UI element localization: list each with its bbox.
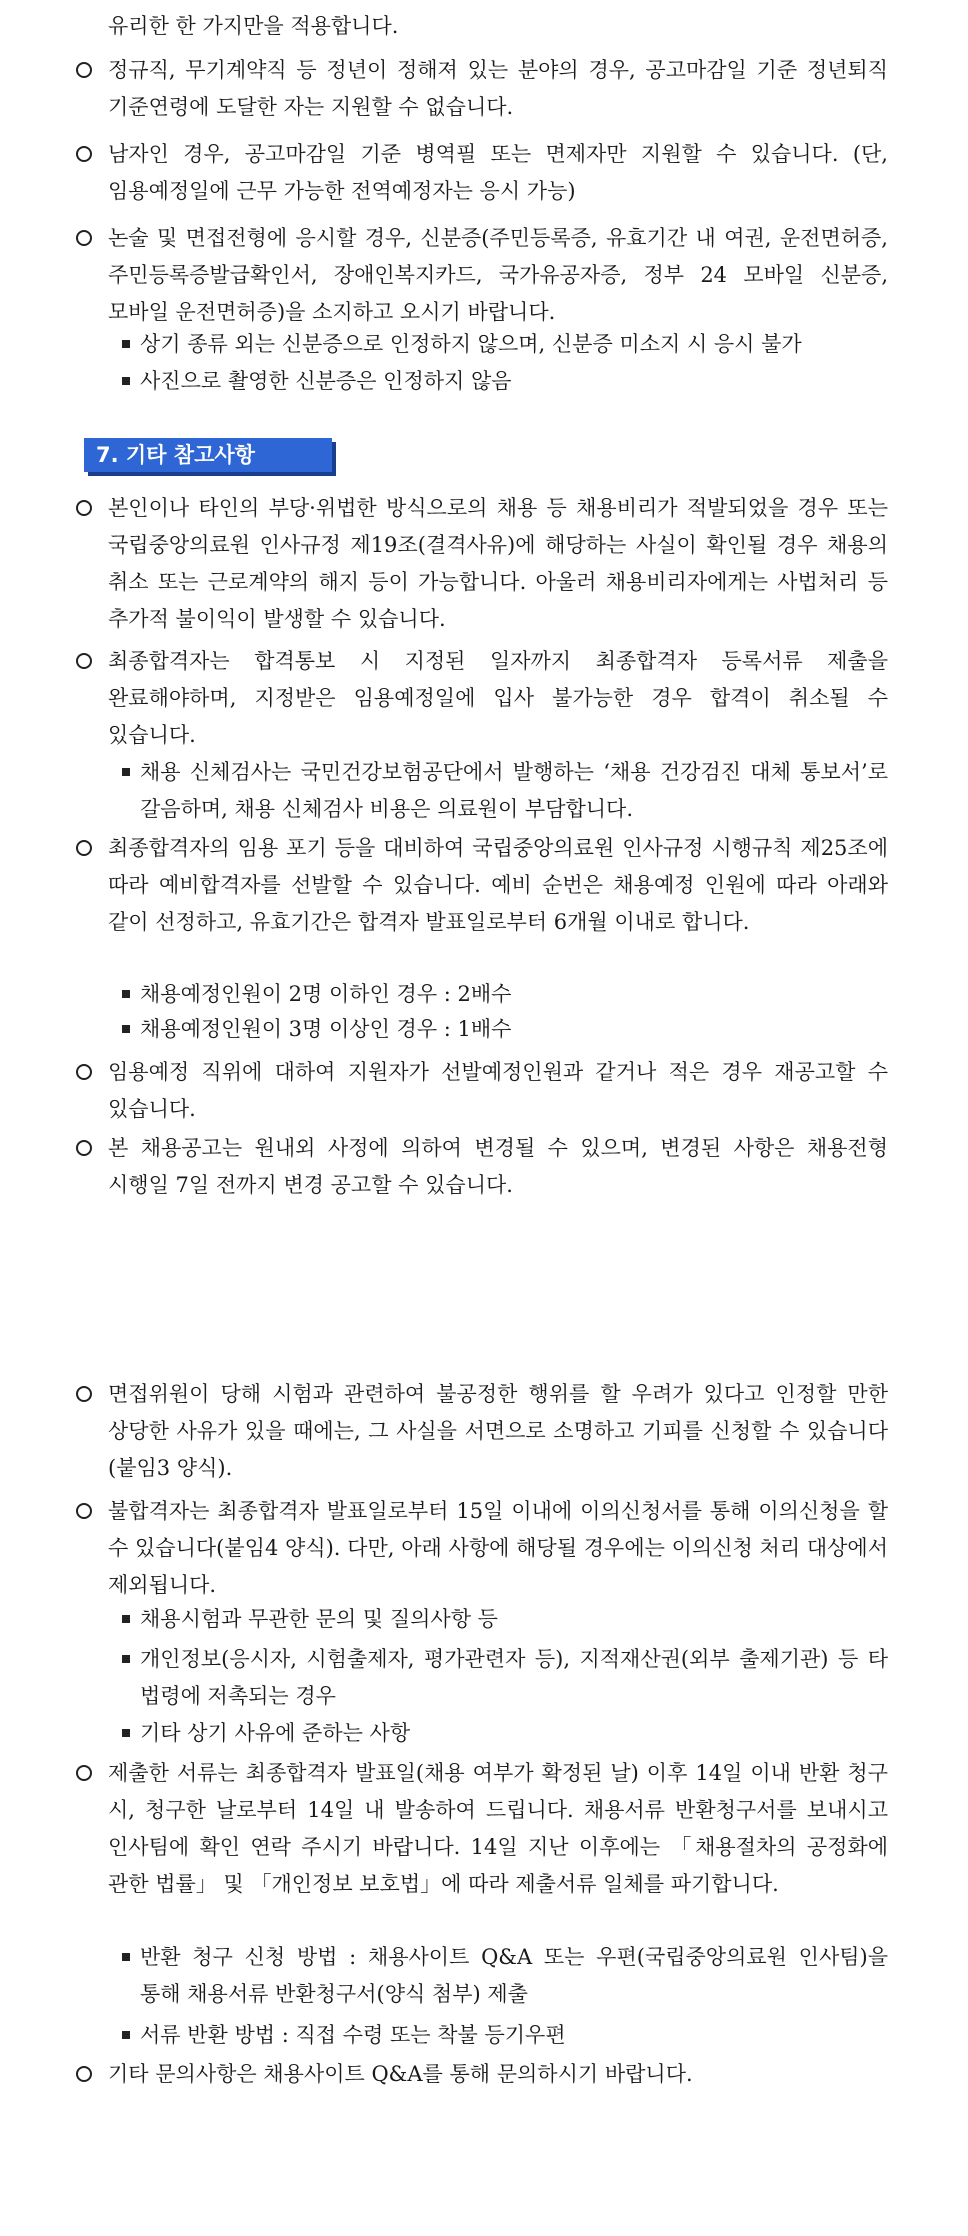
square-bullet-icon [122,768,130,776]
notice-item: 남자인 경우, 공고마감일 기준 병역필 또는 면제자만 지원할 수 있습니다. (단, 임용예정일에 근무 가능한 전역예정자는 응시 가능) [108,142,888,203]
circle-bullet-icon [76,653,92,669]
square-bullet-icon [122,340,130,348]
sub-item: 채용예정인원이 3명 이상인 경우 : 1배수 [140,1017,512,1041]
notice-item: 본인이나 타인의 부당·위법한 방식으로의 채용 등 채용비리가 적발되었을 경우 또는 국립중앙의료원 인사규정 제19조(결격사유)에 해당하는 사실이 확인될 경우 채용의 취소 또는 근로계약의 해지 등이 가능합니다. 아울러 채용비리자에게는 사법처리 등 추가적 불이익이 발생할 수 있습니다. [108,496,888,631]
square-bullet-icon [122,1729,130,1737]
circle-bullet-icon [76,62,92,78]
circle-bullet-icon [76,1765,92,1781]
sub-item: 개인정보(응시자, 시험출제자, 평가관련자 등), 지적재산권(외부 출제기관) 등 타 법령에 저촉되는 경우 [140,1647,888,1708]
sub-item: 기타 상기 사유에 준하는 사항 [140,1721,411,1745]
circle-bullet-icon [76,1386,92,1402]
circle-bullet-icon [76,500,92,516]
notice-item: 정규직, 무기계약직 등 정년이 정해져 있는 분야의 경우, 공고마감일 기준 정년퇴직 기준연령에 도달한 자는 지원할 수 없습니다. [108,58,888,119]
notice-item: 면접위원이 당해 시험과 관련하여 불공정한 행위를 할 우려가 있다고 인정할 만한 상당한 사유가 있을 때에는, 그 사실을 서면으로 소명하고 기피를 신청할 수 있습니다(붙임3 양식). [108,1382,888,1480]
notice-item: 최종합격자는 합격통보 시 지정된 일자까지 최종합격자 등록서류 제출을 완료해야하며, 지정받은 임용예정일에 입사 불가능한 경우 합격이 취소될 수 있습니다. [108,649,888,747]
circle-bullet-icon [76,1064,92,1080]
notice-item: 불합격자는 최종합격자 발표일로부터 15일 이내에 이의신청서를 통해 이의신청을 할 수 있습니다(붙임4 양식). 다만, 아래 사항에 해당될 경우에는 이의신청 처리 대상에서 제외됩니다. [108,1499,888,1597]
text-continuation: 유리한 한 가지만을 적용합니다. [108,14,399,38]
sub-item: 사진으로 촬영한 신분증은 인정하지 않음 [140,369,512,393]
sub-item: 채용 신체검사는 국민건강보험공단에서 발행하는 ‘채용 건강검진 대체 통보서’로 갈음하며, 채용 신체검사 비용은 의료원이 부담합니다. [140,760,888,821]
notice-item: 기타 문의사항은 채용사이트 Q&A를 통해 문의하시기 바랍니다. [108,2062,693,2086]
notice-item: 논술 및 면접전형에 응시할 경우, 신분증(주민등록증, 유효기간 내 여권, 운전면허증, 주민등록증발급확인서, 장애인복지카드, 국가유공자증, 정부 24 모바일 신분증, 모바일 운전면허증)을 소지하고 오시기 바랍니다. [108,226,888,324]
notice-item: 최종합격자의 임용 포기 등을 대비하여 국립중앙의료원 인사규정 시행규칙 제25조에 따라 예비합격자를 선발할 수 있습니다. 예비 순번은 채용예정 인원에 따라 아래와 같이 선정하고, 유효기간은 합격자 발표일로부터 6개월 이내로 합니다. [108,836,888,934]
notice-item: 제출한 서류는 최종합격자 발표일(채용 여부가 확정된 날) 이후 14일 이내 반환 청구 시, 청구한 날로부터 14일 내 발송하여 드립니다. 채용서류 반환청구서를 보내시고 인사팀에 확인 연락 주시기 바랍니다. 14일 지난 이후에는 「채용절차의 공정화에 관한 법률」 및 「개인정보 보호법」에 따라 제출서류 일체를 파기합니다. [108,1761,888,1896]
sub-item: 채용시험과 무관한 문의 및 질의사항 등 [140,1607,498,1631]
sub-item: 서류 반환 방법 : 직접 수령 또는 착불 등기우편 [140,2023,566,2047]
square-bullet-icon [122,1615,130,1623]
section-title: 7. 기타 참고사항 [84,438,332,472]
section-header [84,438,332,472]
sub-item: 채용예정인원이 2명 이하인 경우 : 2배수 [140,982,512,1006]
notice-item: 본 채용공고는 원내외 사정에 의하여 변경될 수 있으며, 변경된 사항은 채용전형 시행일 7일 전까지 변경 공고할 수 있습니다. [108,1136,888,1197]
square-bullet-icon [122,377,130,385]
circle-bullet-icon [76,230,92,246]
sub-item: 반환 청구 신청 방법 : 채용사이트 Q&A 또는 우편(국립중앙의료원 인사팀)을 통해 채용서류 반환청구서(양식 첨부) 제출 [140,1945,888,2006]
square-bullet-icon [122,1655,130,1663]
circle-bullet-icon [76,1503,92,1519]
notice-item: 임용예정 직위에 대하여 지원자가 선발예정인원과 같거나 적은 경우 재공고할 수 있습니다. [108,1060,888,1121]
square-bullet-icon [122,1953,130,1961]
circle-bullet-icon [76,1140,92,1156]
sub-item: 상기 종류 외는 신분증으로 인정하지 않으며, 신분증 미소지 시 응시 불가 [140,332,802,356]
circle-bullet-icon [76,840,92,856]
square-bullet-icon [122,990,130,998]
square-bullet-icon [122,2031,130,2039]
square-bullet-icon [122,1025,130,1033]
circle-bullet-icon [76,146,92,162]
circle-bullet-icon [76,2066,92,2082]
